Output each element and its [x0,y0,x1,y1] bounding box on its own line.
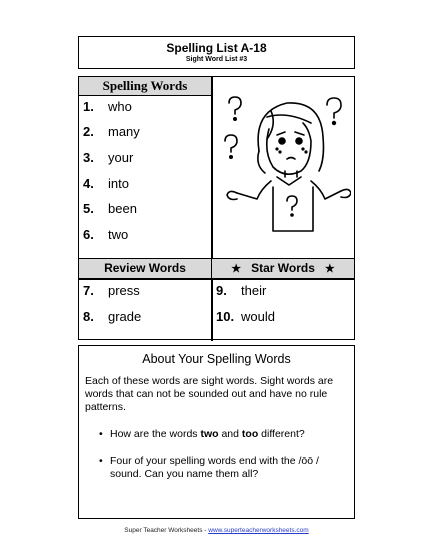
bullet-item: • How are the words two and too different? [99,428,305,440]
question-mark-icon [229,97,241,120]
spelling-word-4: 4. into [83,176,129,191]
about-text: Each of these words are sight words. Sight words are words that can not be sounded out and have no rule patterns. [85,375,334,413]
footer-link[interactable]: www.superteacherworksheets.com [208,527,309,534]
question-mark-icon [225,135,237,158]
question-mark-icon [327,98,341,124]
footer: Super Teacher Worksheets - www.superteacherworksheets.com [124,527,309,534]
about-box [78,345,355,519]
confused-girl-illustration [215,91,351,241]
row-divider-bottom [79,278,354,280]
spelling-word-6: 6. two [83,227,129,242]
bullet-item: • Four of your spelling words end with the /ōō / sound. Can you name them all? [99,455,319,480]
star-word-10: 10. would [216,309,275,324]
review-word-7: 7. press [83,283,140,298]
word-table [78,76,355,340]
spelling-word-2: 2. many [83,124,140,139]
review-word-8: 8. grade [83,309,142,324]
review-words-heading: Review Words [79,259,211,278]
column-divider [211,77,213,341]
spelling-word-1: 1. who [83,99,132,114]
page-subtitle: Sight Word List #3 [185,56,248,63]
star-icon: ★ [231,263,242,275]
star-word-9: 9. their [216,283,267,298]
about-title: About Your Spelling Words [142,352,291,366]
spelling-words-heading: Spelling Words [79,77,211,96]
page-title: Spelling List A-18 [166,41,267,55]
title-box [78,36,355,69]
star-icon: ★ [324,263,335,275]
spelling-word-5: 5. been [83,201,137,216]
star-words-heading: ★ Star Words ★ [212,259,354,278]
spelling-word-3: 3. your [83,150,134,165]
